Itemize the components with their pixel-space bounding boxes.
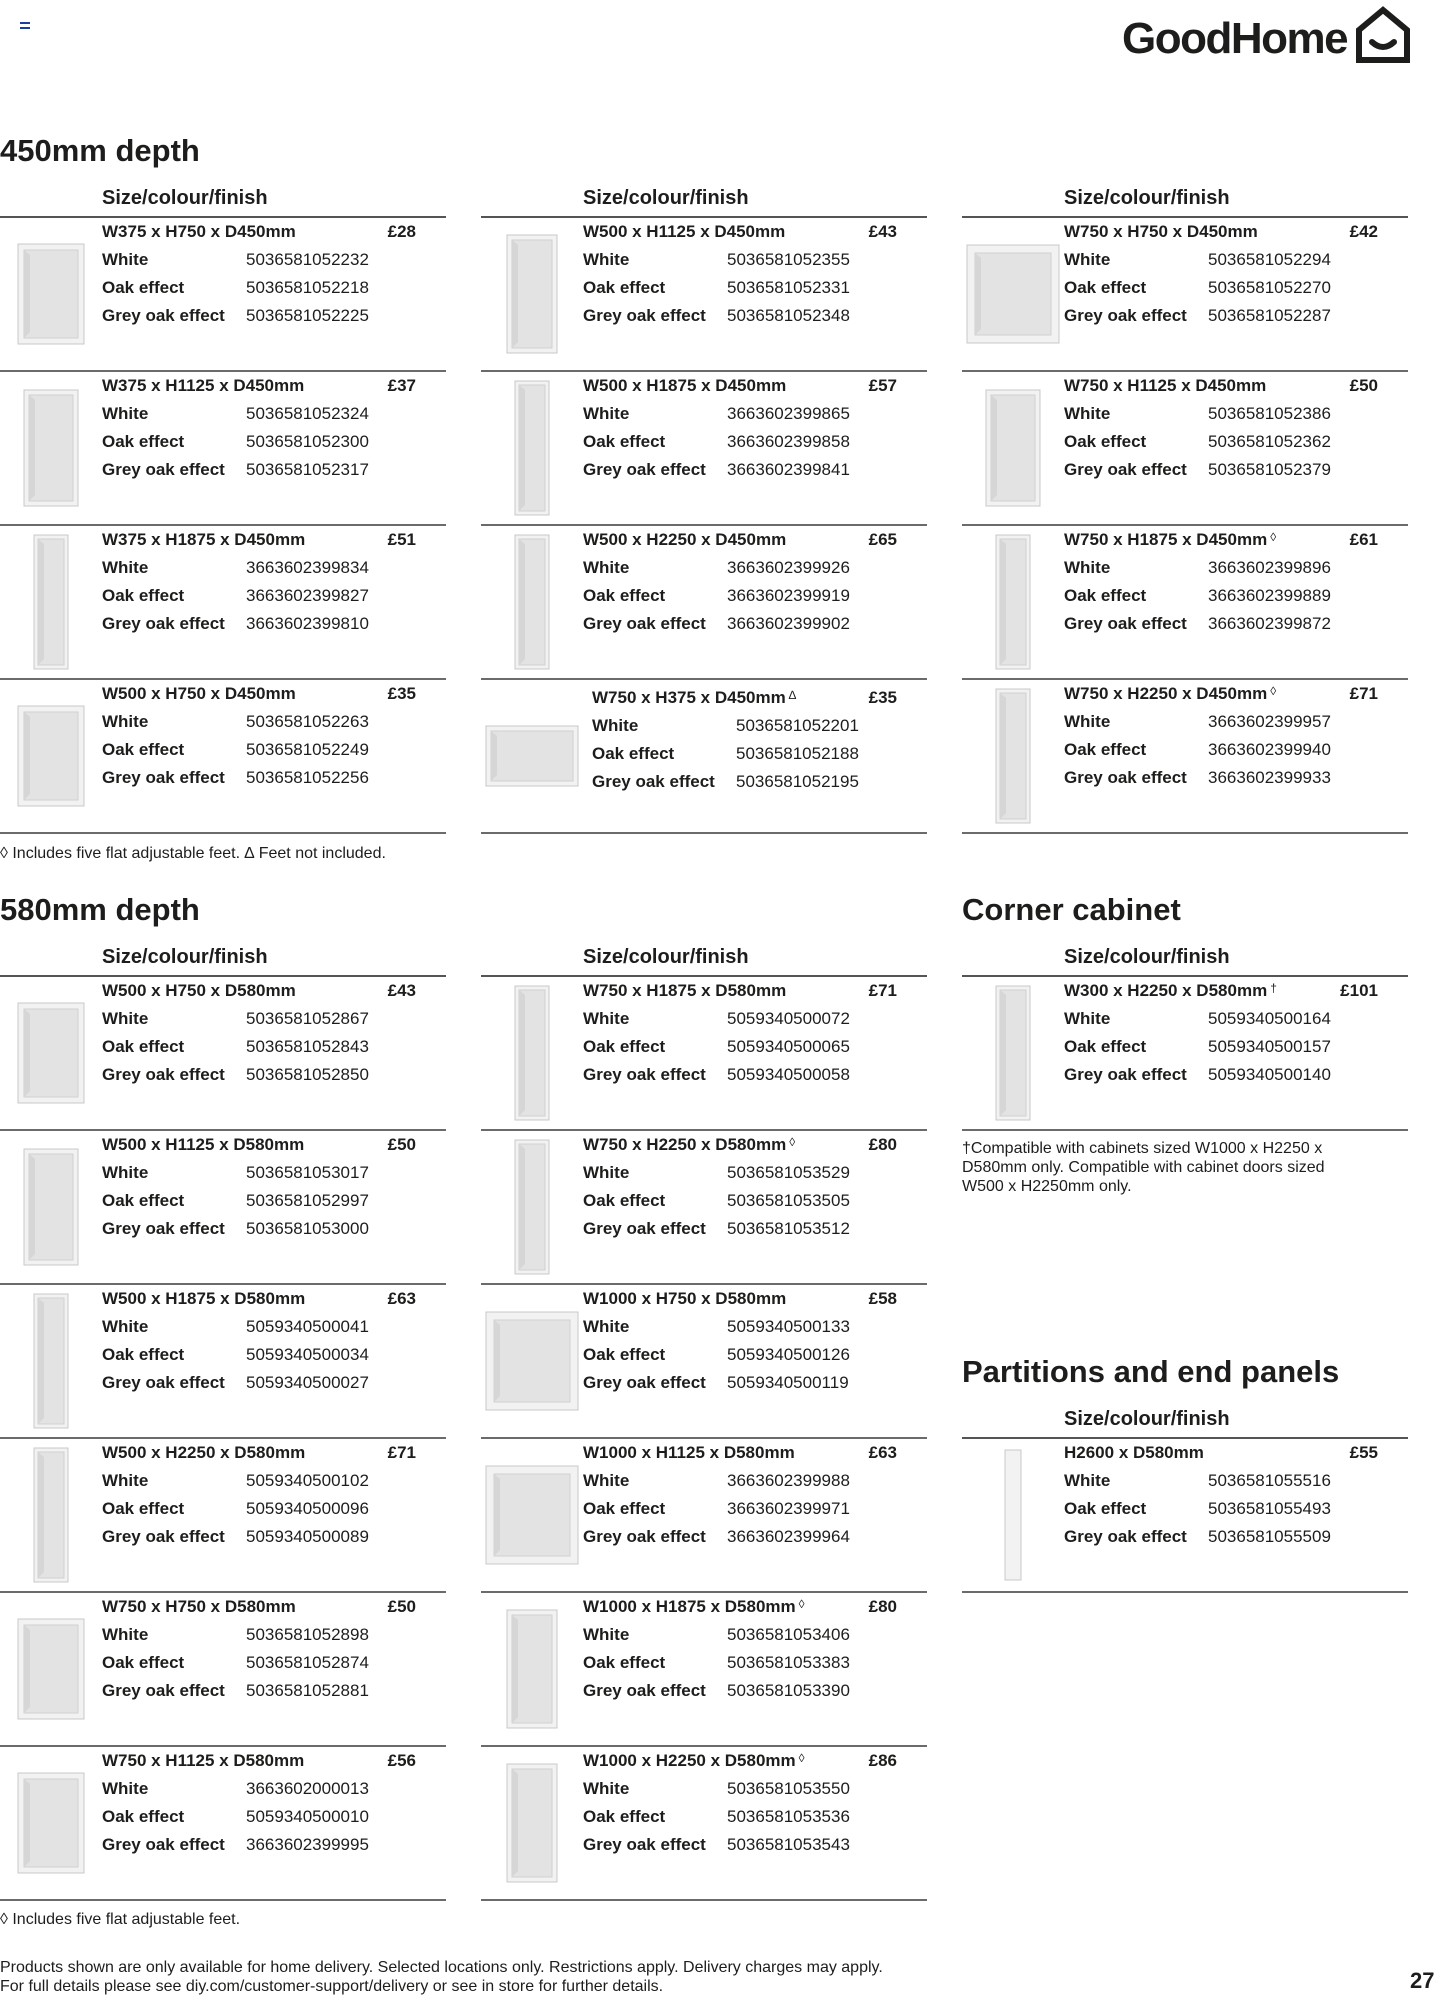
product-block [0,977,446,1131]
variant-label: Grey oak effect [583,1835,706,1854]
column-header: Size/colour/finish [481,187,927,218]
variant-label: White [1064,712,1111,731]
product-size: W500 x H1125 x D580mm [102,1135,305,1154]
product-block [481,977,927,1131]
cabinet-thumbnail [4,688,98,824]
section-title-450: 450mm depth [0,133,200,168]
variant-code: 5036581053536 [727,1807,850,1826]
variant-label: White [1064,250,1111,269]
product-size: W750 x H1125 x D450mm [1064,376,1267,395]
variant-label: Grey oak effect [1064,1065,1187,1084]
cabinet-thumbnail [485,1601,579,1737]
variant-code: 3663602399827 [246,586,369,605]
variant-label: Grey oak effect [583,1373,706,1392]
cabinet-thumbnail [485,226,579,362]
feet-note-450: ◊ Includes five flat adjustable feet. ∆ Feet not included. [0,845,386,862]
variant-code: 5059340500126 [727,1345,850,1364]
product-price: £35 [387,684,416,703]
cabinet-thumbnail [4,1755,98,1891]
variant-code: 5036581052270 [1208,278,1331,297]
variant-code: 5036581052898 [246,1625,369,1644]
variant-code: 5036581055509 [1208,1527,1331,1546]
variant-code: 5059340500010 [246,1807,369,1826]
variant-code: 5036581052324 [246,404,369,423]
variant-code: 5059340500034 [246,1345,369,1364]
product-size: W750 x H2250 x D580mm ◊ [583,1135,796,1154]
variant-label: White [583,1163,630,1182]
variant-code: 5059340500027 [246,1373,369,1392]
variant-code: 5036581053000 [246,1219,369,1238]
variant-label: Oak effect [583,1345,666,1364]
variant-code: 5036581052881 [246,1681,369,1700]
product-price: £58 [868,1289,897,1308]
variant-label: Grey oak effect [102,1219,225,1238]
cabinet-thumbnail [485,1755,579,1891]
product-size: W750 x H1125 x D580mm [102,1751,305,1770]
variant-label: Oak effect [592,744,675,763]
variant-label: Oak effect [583,1499,666,1518]
product-price: £71 [868,981,897,1000]
variant-label: Oak effect [102,1191,185,1210]
product-block [0,680,446,834]
feet-symbol: ∆ [788,688,797,702]
variant-label: Oak effect [583,1807,666,1826]
product-block [0,1285,446,1439]
variant-label: Grey oak effect [102,1681,225,1700]
variant-label: Grey oak effect [583,1219,706,1238]
variant-code: 3663602399834 [246,558,369,577]
variant-code: 5036581052850 [246,1065,369,1084]
cabinet-thumbnail [4,1601,98,1737]
cabinet-thumbnail [966,226,1060,362]
variant-label: White [592,716,639,735]
variant-label: Grey oak effect [102,1835,225,1854]
variant-code: 5036581053550 [727,1779,850,1798]
cabinet-thumbnail [4,534,98,670]
product-size: W375 x H1875 x D450mm [102,530,306,549]
variant-code: 3663602399865 [727,404,850,423]
product-block [0,372,446,526]
column-header: Size/colour/finish [962,946,1408,977]
variant-code: 5036581052331 [727,278,850,297]
variant-label: Grey oak effect [102,768,225,787]
variant-code: 5036581053529 [727,1163,850,1182]
variant-code: 5036581052379 [1208,460,1331,479]
variant-code: 5036581053383 [727,1653,850,1672]
feet-symbol: ◊ [789,1135,796,1149]
product-price: £50 [387,1135,416,1154]
variant-label: Grey oak effect [102,460,225,479]
variant-code: 5036581052294 [1208,250,1331,269]
product-size: W500 x H750 x D450mm [102,684,296,703]
variant-label: Grey oak effect [102,306,225,325]
product-size: W1000 x H2250 x D580mm ◊ [583,1751,805,1770]
product-size: W375 x H1125 x D450mm [102,376,305,395]
variant-label: Oak effect [102,1653,185,1672]
product-size: W500 x H1125 x D450mm [583,222,786,241]
variant-label: Oak effect [1064,1499,1147,1518]
product-block [962,680,1408,834]
variant-label: Oak effect [102,1499,185,1518]
variant-label: Grey oak effect [583,1527,706,1546]
variant-code: 5036581052386 [1208,404,1331,423]
variant-code: 3663602399964 [727,1527,850,1546]
variant-code: 5036581052256 [246,768,369,787]
feet-symbol: ◊ [798,1751,805,1765]
product-size: W1000 x H750 x D580mm [583,1289,787,1308]
variant-code: 5036581052263 [246,712,369,731]
product-size: W300 x H2250 x D580mm † [1064,981,1277,1000]
variant-label: White [1064,1009,1111,1028]
variant-label: Grey oak effect [1064,306,1187,325]
variant-code: 3663602399841 [727,460,850,479]
variant-label: Oak effect [1064,432,1147,451]
variant-code: 5036581052249 [246,740,369,759]
column-header: Size/colour/finish [962,1408,1408,1439]
product-block [481,680,927,834]
variant-code: 5036581052225 [246,306,369,325]
variant-label: Oak effect [102,432,185,451]
variant-code: 5059340500058 [727,1065,850,1084]
corner-note: †Compatible with cabinets sized W1000 x H2250 x D580mm only. Compatible with cabinet doors sized W500 x H2250mm only. [962,1140,1325,1195]
variant-label: White [102,712,149,731]
variant-label: White [102,250,149,269]
cabinet-thumbnail [4,1293,98,1429]
variant-code: 5036581053406 [727,1625,850,1644]
product-block [481,1131,927,1285]
product-price: £63 [387,1289,416,1308]
section-title-corner: Corner cabinet [962,892,1181,927]
variant-code: 3663602399988 [727,1471,850,1490]
product-size: H2600 x D580mm [1064,1443,1204,1462]
variant-code: 3663602399957 [1208,712,1331,731]
variant-label: Oak effect [1064,586,1147,605]
variant-code: 5036581052362 [1208,432,1331,451]
product-block [962,1439,1408,1593]
product-block [481,1747,927,1901]
product-block [0,526,446,680]
variant-code: 5036581052874 [246,1653,369,1672]
variant-label: Oak effect [583,586,666,605]
cabinet-thumbnail [4,1447,98,1583]
product-price: £71 [1349,684,1378,703]
variant-label: Oak effect [583,1037,666,1056]
page-number: 27 [1410,1968,1435,1993]
product-block [962,218,1408,372]
variant-label: White [583,404,630,423]
product-price: £43 [387,981,416,1000]
product-size: W500 x H1875 x D580mm [102,1289,306,1308]
variant-code: 3663602000013 [246,1779,369,1798]
variant-label: White [102,1779,149,1798]
variant-label: Grey oak effect [102,1373,225,1392]
variant-label: Grey oak effect [583,614,706,633]
cabinet-thumbnail [485,534,579,670]
cabinet-thumbnail [966,985,1060,1121]
variant-label: Oak effect [583,432,666,451]
product-size: W750 x H1875 x D580mm [583,981,787,1000]
variant-code: 5036581052195 [736,772,859,791]
variant-label: Oak effect [1064,278,1147,297]
product-price: £65 [868,530,897,549]
variant-label: White [583,1471,630,1490]
variant-label: White [583,1779,630,1798]
logo-text: GoodHome [1122,14,1348,63]
product-block [0,1439,446,1593]
variant-code: 5036581052218 [246,278,369,297]
cabinet-thumbnail [966,1447,1060,1583]
variant-code: 5059340500089 [246,1527,369,1546]
product-block [962,977,1408,1131]
variant-label: Oak effect [102,1807,185,1826]
variant-label: Oak effect [102,586,185,605]
product-price: £61 [1349,530,1378,549]
product-size: W750 x H750 x D580mm [102,1597,296,1616]
variant-label: White [583,1009,630,1028]
variant-code: 5036581052300 [246,432,369,451]
feet-symbol: ◊ [1270,530,1277,544]
variant-label: Grey oak effect [1064,1527,1187,1546]
product-price: £56 [387,1751,416,1770]
product-block [0,1593,446,1747]
column-header: Size/colour/finish [962,187,1408,218]
product-price: £71 [387,1443,416,1462]
variant-code: 5036581052317 [246,460,369,479]
variant-label: Grey oak effect [1064,614,1187,633]
product-size: W500 x H750 x D580mm [102,981,296,1000]
variant-code: 5059340500096 [246,1499,369,1518]
variant-code: 5059340500072 [727,1009,850,1028]
cabinet-thumbnail [485,985,579,1121]
cabinet-thumbnail [485,688,579,824]
cabinet-thumbnail [4,985,98,1121]
variant-code: 3663602399940 [1208,740,1331,759]
product-price: £80 [868,1597,897,1616]
product-block [481,372,927,526]
variant-label: White [583,558,630,577]
variant-label: White [583,250,630,269]
variant-label: White [102,1163,149,1182]
footer-line-1: Products shown are only available for home delivery. Selected locations only. Restrictions apply. Delivery charges may apply. [0,1959,883,1976]
variant-label: Grey oak effect [592,772,715,791]
feet-symbol: † [1270,981,1277,995]
variant-code: 5059340500102 [246,1471,369,1490]
variant-label: Oak effect [583,1191,666,1210]
variant-code: 5036581055493 [1208,1499,1331,1518]
section-title-580: 580mm depth [0,892,200,927]
footer [0,1958,883,1996]
product-price: £101 [1340,981,1378,1000]
cabinet-thumbnail [966,534,1060,670]
menu-icon[interactable] [20,22,30,29]
variant-code: 5036581053512 [727,1219,850,1238]
variant-label: Grey oak effect [102,1065,225,1084]
product-size: W750 x H2250 x D450mm ◊ [1064,684,1277,703]
variant-code: 5036581052201 [736,716,859,735]
column-header: Size/colour/finish [0,187,446,218]
product-size: W1000 x H1125 x D580mm [583,1443,795,1462]
cabinet-thumbnail [485,1293,579,1429]
variant-label: Oak effect [583,1653,666,1672]
variant-label: White [102,558,149,577]
variant-code: 3663602399995 [246,1835,369,1854]
variant-code: 5036581052287 [1208,306,1331,325]
variant-label: White [1064,558,1111,577]
variant-label: White [1064,1471,1111,1490]
product-price: £86 [868,1751,897,1770]
variant-code: 3663602399926 [727,558,850,577]
feet-symbol: ◊ [1270,684,1277,698]
variant-label: Grey oak effect [1064,768,1187,787]
variant-label: White [102,1471,149,1490]
variant-code: 3663602399889 [1208,586,1331,605]
product-block [962,372,1408,526]
product-price: £42 [1349,222,1378,241]
variant-code: 3663602399902 [727,614,850,633]
variant-label: Grey oak effect [102,1527,225,1546]
variant-label: Grey oak effect [1064,460,1187,479]
variant-code: 5036581052348 [727,306,850,325]
variant-label: Oak effect [102,1037,185,1056]
variant-code: 3663602399933 [1208,768,1331,787]
cabinet-thumbnail [966,688,1060,824]
cabinet-thumbnail [4,226,98,362]
variant-code: 5059340500133 [727,1317,850,1336]
variant-code: 3663602399896 [1208,558,1331,577]
variant-label: Oak effect [1064,1037,1147,1056]
variant-code: 5036581053390 [727,1681,850,1700]
product-size: W375 x H750 x D450mm [102,222,296,241]
product-block [0,1131,446,1285]
feet-note-580: ◊ Includes five flat adjustable feet. [0,1911,241,1928]
variant-code: 3663602399810 [246,614,369,633]
product-size: W500 x H2250 x D580mm [102,1443,306,1462]
variant-label: White [102,1009,149,1028]
column-header: Size/colour/finish [481,946,927,977]
cabinet-thumbnail [485,380,579,516]
variant-code: 5059340500140 [1208,1065,1331,1084]
product-size: W750 x H375 x D450mm ∆ [592,688,797,707]
product-block [962,526,1408,680]
variant-label: White [102,1625,149,1644]
variant-label: Grey oak effect [102,614,225,633]
variant-code: 5036581052355 [727,250,850,269]
product-block [481,1285,927,1439]
product-size: W750 x H750 x D450mm [1064,222,1258,241]
product-block [481,1593,927,1747]
variant-code: 5036581052997 [246,1191,369,1210]
variant-label: White [583,1317,630,1336]
product-block [481,1439,927,1593]
variant-code: 3663602399919 [727,586,850,605]
variant-label: Oak effect [583,278,666,297]
cabinet-thumbnail [4,380,98,516]
product-block [0,218,446,372]
variant-code: 5059340500164 [1208,1009,1331,1028]
variant-label: Grey oak effect [583,1681,706,1700]
section-title-partitions: Partitions and end panels [962,1354,1340,1389]
variant-label: Oak effect [102,740,185,759]
variant-code: 3663602399858 [727,432,850,451]
product-price: £63 [868,1443,897,1462]
variant-code: 5059340500119 [727,1373,849,1392]
product-price: £37 [387,376,416,395]
house-icon [1354,6,1412,64]
cabinet-thumbnail [4,1139,98,1275]
product-size: W750 x H1875 x D450mm ◊ [1064,530,1277,549]
goodhome-logo [1122,6,1410,66]
variant-label: White [102,404,149,423]
product-price: £50 [387,1597,416,1616]
product-price: £43 [868,222,897,241]
variant-label: White [583,1625,630,1644]
footer-line-2: For full details please see diy.com/customer-support/delivery or see in store for further details. [0,1978,664,1995]
product-price: £51 [387,530,416,549]
variant-code: 5036581052843 [246,1037,369,1056]
variant-code: 5059340500065 [727,1037,850,1056]
product-size: W1000 x H1875 x D580mm ◊ [583,1597,805,1616]
product-block [481,218,927,372]
cabinet-thumbnail [485,1139,579,1275]
variant-label: Oak effect [102,278,185,297]
product-size: W500 x H2250 x D450mm [583,530,787,549]
variant-code: 5036581052232 [246,250,369,269]
variant-code: 5036581052188 [736,744,859,763]
product-block [481,526,927,680]
product-price: £57 [868,376,897,395]
variant-code: 5059340500041 [246,1317,369,1336]
variant-code: 5036581053543 [727,1835,850,1854]
cabinet-thumbnail [966,380,1060,516]
variant-code: 5036581052867 [246,1009,369,1028]
product-price: £50 [1349,376,1378,395]
feet-symbol: ◊ [798,1597,805,1611]
variant-label: Grey oak effect [583,306,706,325]
product-price: £80 [868,1135,897,1154]
variant-code: 3663602399872 [1208,614,1331,633]
variant-label: Grey oak effect [583,1065,706,1084]
product-price: £35 [868,688,897,707]
product-price: £55 [1349,1443,1378,1462]
variant-label: Grey oak effect [583,460,706,479]
variant-label: White [1064,404,1111,423]
variant-code: 5036581055516 [1208,1471,1331,1490]
variant-code: 5036581053017 [246,1163,369,1182]
variant-code: 3663602399971 [727,1499,850,1518]
variant-code: 5036581053505 [727,1191,850,1210]
cabinet-thumbnail [485,1447,579,1583]
product-price: £28 [387,222,416,241]
column-header: Size/colour/finish [0,946,446,977]
variant-code: 5059340500157 [1208,1037,1331,1056]
product-block [0,1747,446,1901]
product-size: W500 x H1875 x D450mm [583,376,787,395]
variant-label: Oak effect [1064,740,1147,759]
variant-label: Oak effect [102,1345,185,1364]
variant-label: White [102,1317,149,1336]
